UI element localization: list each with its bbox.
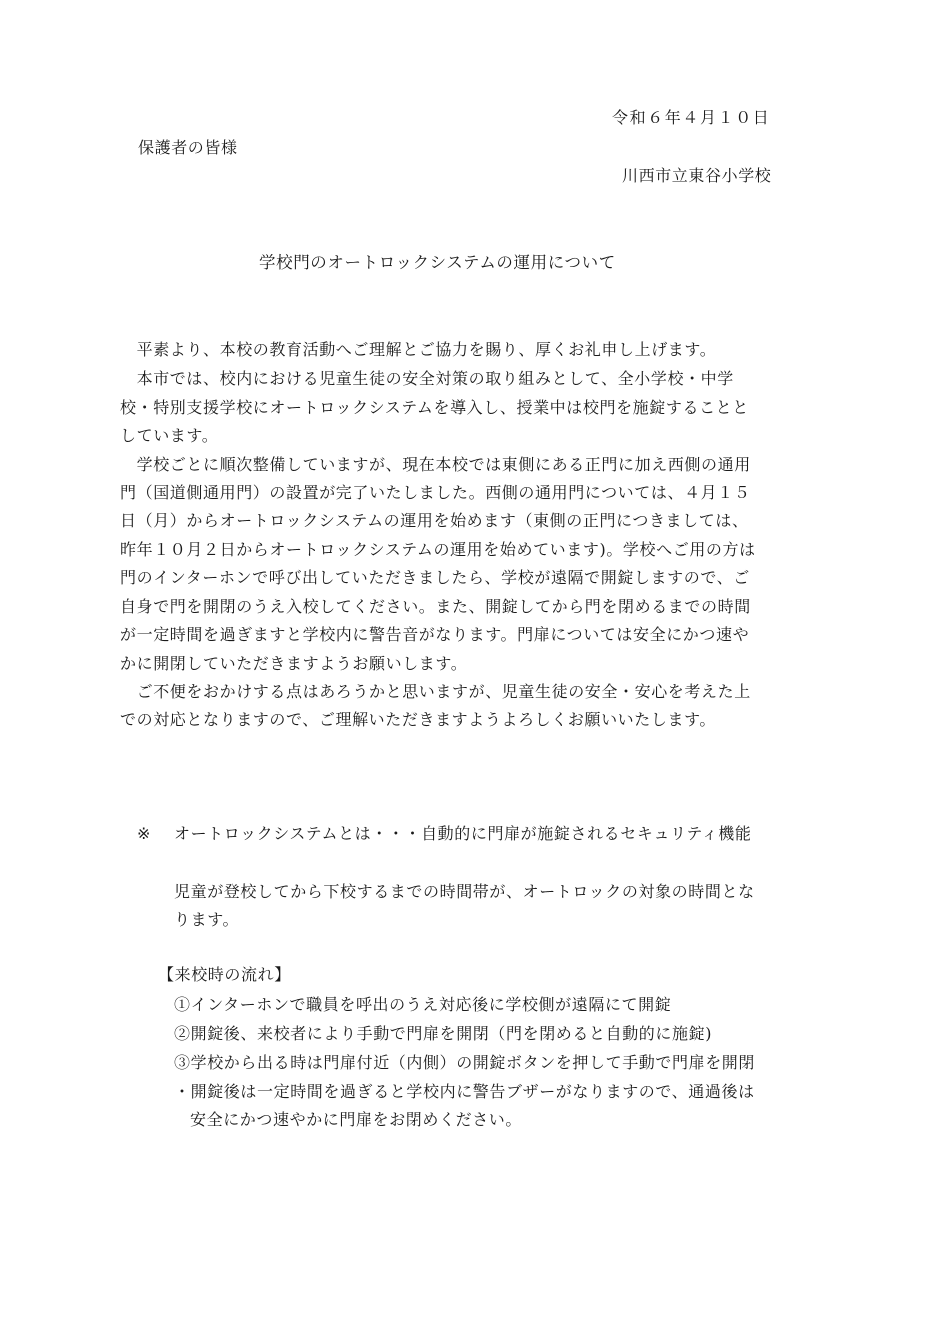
body-line: 学校ごとに順次整備していますが、現在本校では東側にある正門に加え西側の通用	[120, 455, 751, 474]
sender-school: 川西市立東谷小学校	[622, 166, 772, 185]
note-detail-line: 児童が登校してから下校するまでの時間帯が、オートロックの対象の時間とな	[174, 882, 755, 901]
addressee: 保護者の皆様	[138, 138, 238, 157]
body-line: での対応となりますので、ご理解いただきますようよろしくお願いいたします。	[120, 710, 717, 729]
body-line: 校・特別支援学校にオートロックシステムを導入し、授業中は校門を施錠することと	[120, 398, 749, 417]
body-line: 平素より、本校の教育活動へご理解とご協力を賜り、厚くお礼申し上げます。	[120, 340, 717, 359]
body-line: ご不便をおかけする点はあろうかと思いますが、児童生徒の安全・安心を考えた上	[120, 682, 751, 701]
body-line: 昨年１０月２日からオートロックシステムの運用を始めています)。学校へご用の方は	[120, 540, 756, 559]
body-line: 門（国道側通用門）の設置が完了いたしました。西側の通用門については、４月１５	[120, 483, 751, 502]
body-line: 自身で門を開閉のうえ入校してください。また、開錠してから門を閉めるまでの時間	[120, 597, 751, 616]
body-line: 本市では、校内における児童生徒の安全対策の取り組みとして、全小学校・中学	[120, 369, 734, 388]
flow-heading: 【来校時の流れ】	[158, 965, 291, 984]
body-line: かに開閉していただきますようお願いします。	[120, 654, 468, 673]
flow-step-1: ①インターホンで職員を呼出のうえ対応後に学校側が遠隔にて開錠	[174, 995, 672, 1014]
document-date: 令和６年４月１０日	[612, 108, 771, 127]
body-line: しています。	[120, 426, 219, 445]
flow-bullet-line: 安全にかつ速やかに門扉をお閉めください。	[190, 1110, 523, 1129]
flow-step-3: ③学校から出る時は門扉付近（内側）の開錠ボタンを押して手動で門扉を開閉	[174, 1053, 756, 1072]
body-line: が一定時間を過ぎますと学校内に警告音がなります。門扉については安全にかつ速や	[120, 625, 750, 644]
body-line: 門のインターホンで呼び出していただきましたら、学校が遠隔で開錠しますので、ご	[120, 568, 750, 587]
note-detail-line: ります。	[174, 910, 240, 929]
note-mark: ※	[137, 824, 152, 843]
note-definition: オートロックシステムとは・・・自動的に門扉が施錠されるセキュリティ機能	[174, 824, 752, 843]
body-line: 日（月）からオートロックシステムの運用を始めます（東側の正門につきましては、	[120, 511, 749, 530]
flow-step-2: ②開錠後、来校者により手動で門扉を開閉（門を閉めると自動的に施錠)	[174, 1024, 713, 1043]
flow-bullet-line: ・開錠後は一定時間を過ぎると学校内に警告ブザーがなりますので、通過後は	[174, 1082, 755, 1101]
document-title: 学校門のオートロックシステムの運用について	[259, 253, 616, 272]
